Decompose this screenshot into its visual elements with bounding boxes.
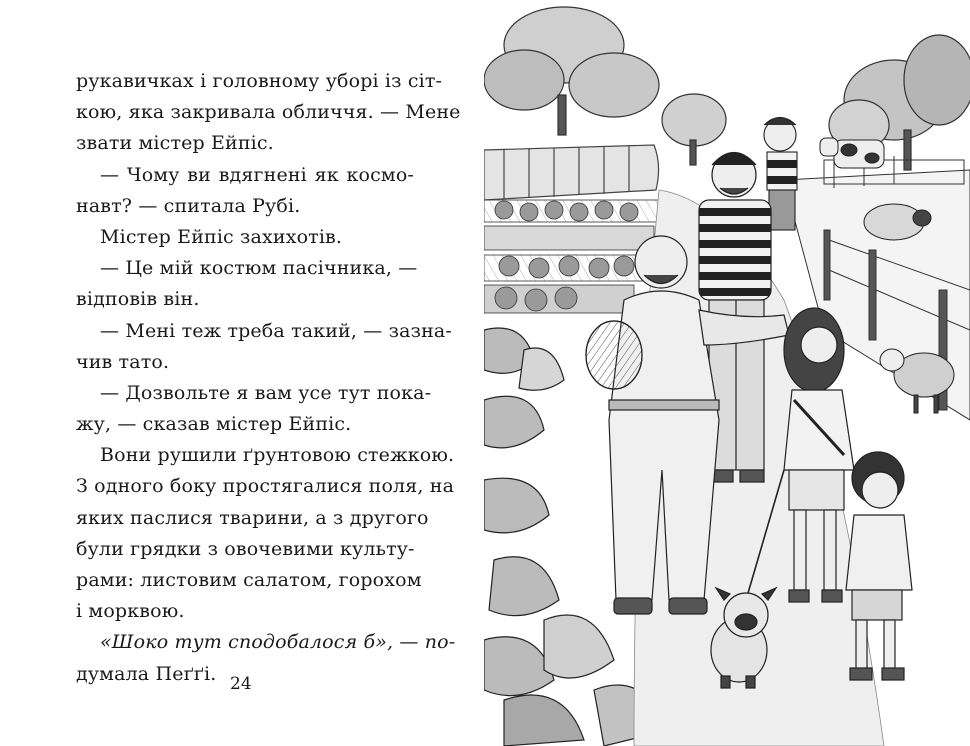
text-line: — Дозвольте я вам усе тут пока- xyxy=(100,381,432,404)
text-line: чив тато. xyxy=(76,350,170,373)
text-line: і морквою. xyxy=(76,600,185,623)
greenhouse xyxy=(484,145,659,200)
left-page xyxy=(0,0,470,746)
text-line: кою, яка закривала обличчя. — Мене xyxy=(76,101,461,124)
text-line: — Мені теж треба такий, — зазна- xyxy=(100,319,452,342)
text-line: — Чому ви вдягнені як космо- xyxy=(100,163,414,186)
text-line: З одного боку простягалися поля, на xyxy=(76,475,455,498)
text-line: — Це мій костюм пасічника, — xyxy=(100,257,418,280)
text-line: були грядки з овочевими культу- xyxy=(76,537,415,560)
text-line: Вони рушили ґрунтовою стежкою. xyxy=(100,444,455,467)
text-line: яких паслися тварини, а з другого xyxy=(76,506,429,529)
farm-path-illustration xyxy=(484,0,970,746)
text-line: «Шоко тут сподобалося б», — по- xyxy=(100,631,456,654)
text-line: рукавичках і головному уборі із сіт- xyxy=(76,70,443,92)
text-line: думала Пеґґі. xyxy=(76,662,217,685)
text-line: жу, — сказав містер Ейпіс. xyxy=(76,413,352,436)
text-line: звати містер Ейпіс. xyxy=(76,132,274,155)
text-line: рами: листовим салатом, горохом xyxy=(76,569,422,591)
body-text xyxy=(76,66,461,690)
right-page xyxy=(470,0,970,746)
page-number: 24 xyxy=(230,674,252,694)
text-line: Містер Ейпіс захихотів. xyxy=(100,225,343,248)
text-line: навт? — спитала Рубі. xyxy=(76,194,301,217)
text-line: відповів він. xyxy=(76,288,200,311)
